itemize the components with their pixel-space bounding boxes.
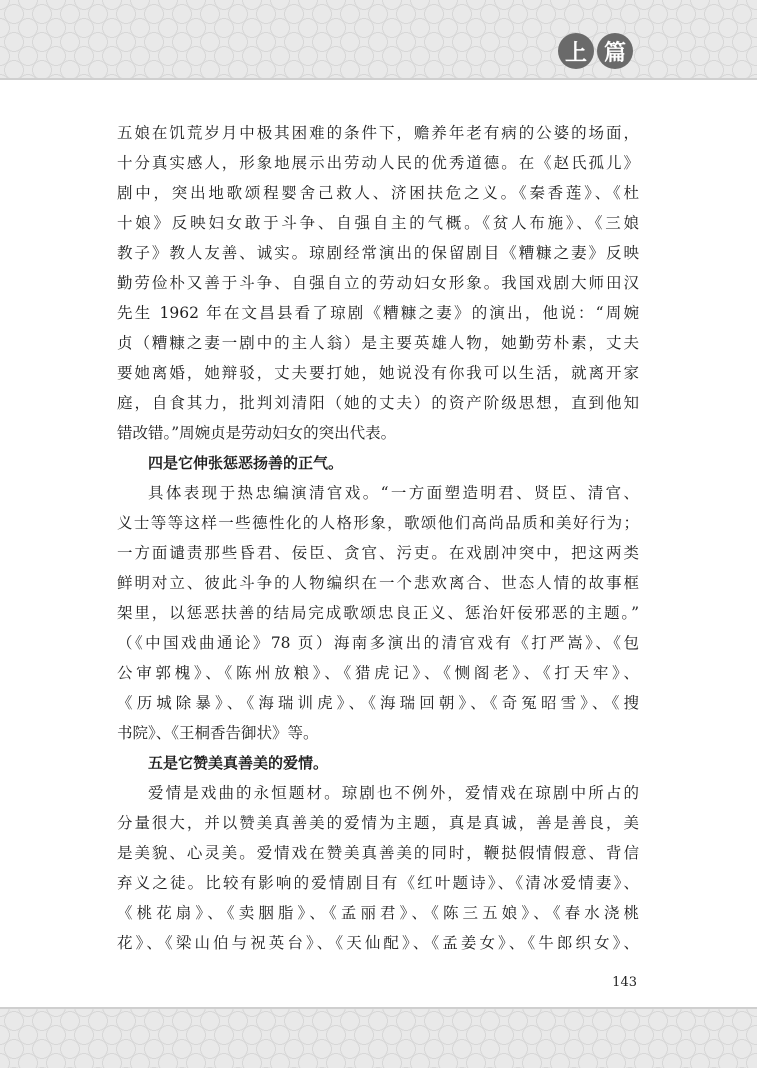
text-line: 是美貌、心灵美。爱情戏在赞美真善美的同时，鞭挞假情假意、背信 [117,844,639,862]
footer-pattern-band [0,1007,757,1068]
text-line: 十分真实感人，形象地展示出劳动人民的优秀道德。在《赵氏孤儿》 [117,154,639,172]
page-number: 143 [612,975,637,990]
text-line: 一方面谴责那些昏君、佞臣、贪官、污吏。在戏剧冲突中，把这两类 [117,544,639,562]
text-line: 具体表现于热忠编演清官戏。“一方面塑造明君、贤臣、清官、 [148,484,639,502]
text-line: 书院》、《王桐香告御状》等。 [117,724,319,742]
text-line: 十娘》反映妇女敢于斗争、自强自主的气概。《贫人布施》、《三娘 [117,214,639,232]
text-line: （《中国戏曲通论》78 页）海南多演出的清官戏有《打严嵩》、《包 [117,634,639,652]
text-line: 公审郭槐》、《陈州放粮》、《猎虎记》、《恻阁老》、《打天牢》、 [117,664,639,682]
text-line: 勤劳俭朴又善于斗争、自强自立的劳动妇女形象。我国戏剧大师田汉 [117,274,639,292]
text-line: 《桃花扇》、《卖胭脂》、《孟丽君》、《陈三五娘》、《春水浇桃 [117,904,639,922]
text-line: 鲜明对立、彼此斗争的人物编织在一个悲欢离合、世态人情的故事框 [117,574,639,592]
text-line: 架里，以惩恶扶善的结局完成歌颂忠良正义、惩治奸佞邪恶的主题。” [117,604,639,622]
text-line: 剧中，突出地歌颂程婴舍己救人、济困扶危之义。《秦香莲》、《杜 [117,184,639,202]
text-line: 先生 1962 年在文昌县看了琼剧《糟糠之妻》的演出，他说：“周婉 [117,304,639,322]
text-line: 要她离婚，她辩驳，丈夫要打她，她说没有你我可以生活，就离开家 [117,364,639,382]
text-line: 错改错。”周婉贞是劳动妇女的突出代表。 [117,424,397,442]
text-line: 五娘在饥荒岁月中极其困难的条件下，赡养年老有病的公婆的场面， [117,124,639,142]
text-line: 爱情是戏曲的永恒题材。琼剧也不例外，爱情戏在琼剧中所占的 [148,784,639,802]
section-badge-char-1: 上 [558,33,594,69]
text-line: 分量很大，并以赞美真善美的爱情为主题，真是真诚，善是善良，美 [117,814,639,832]
text-line: 弃义之徒。比较有影响的爱情剧目有《红叶题诗》、《清冰爱情妻》、 [117,874,639,892]
section-heading: 五是它赞美真善美的爱情。 [148,754,329,772]
body-text [117,118,639,958]
text-line: 庭，自食其力，批判刘清阳（她的丈夫）的资产阶级思想，直到他知 [117,394,639,412]
text-line: 贞（糟糠之妻一剧中的主人翁）是主要英雄人物，她勤劳朴素，丈夫 [117,334,639,352]
text-line: 义士等等这样一些德性化的人格形象，歌颂他们高尚品质和美好行为； [117,514,639,532]
header-pattern-band [0,0,757,80]
section-badge-char-2: 篇 [597,33,633,69]
text-line: 教子》教人友善、诚实。琼剧经常演出的保留剧目《糟糠之妻》反映 [117,244,639,262]
section-heading: 四是它伸张惩恶扬善的正气。 [148,454,344,472]
text-line: 《历城除暴》、《海瑞训虎》、《海瑞回朝》、《奇冤昭雪》、《搜 [117,694,639,712]
text-line: 花》、《梁山伯与祝英台》、《天仙配》、《孟姜女》、《牛郎织女》、 [117,934,639,952]
section-badge [558,33,633,69]
